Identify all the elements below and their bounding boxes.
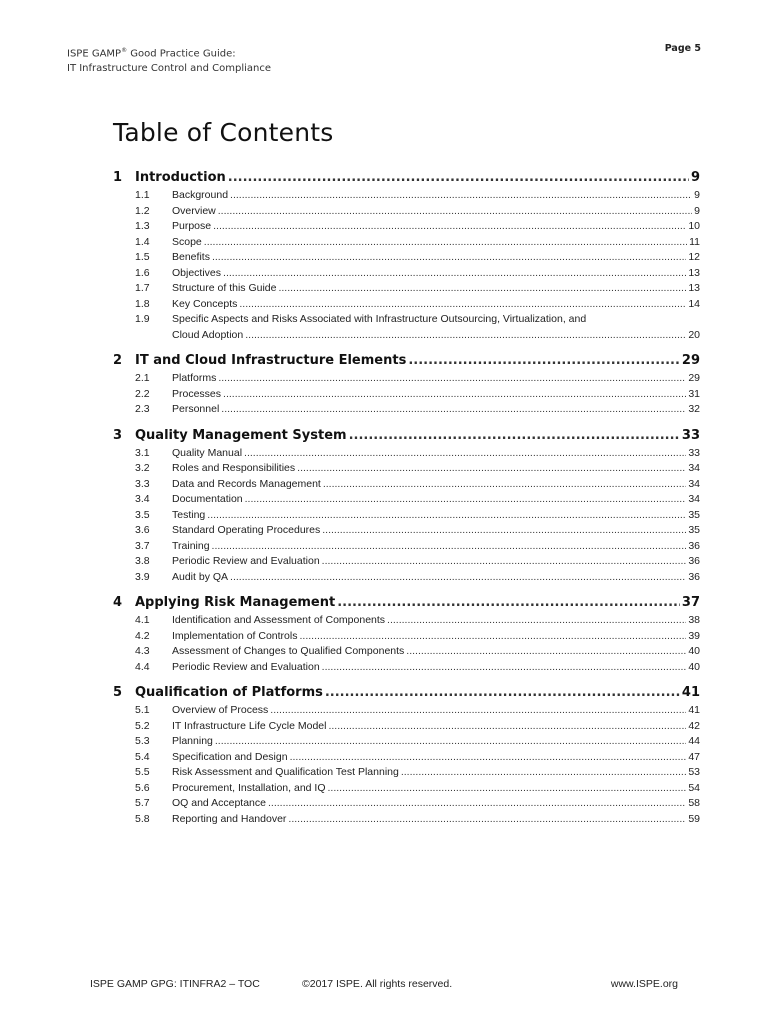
subsection-title: Training <box>172 539 210 552</box>
subsection-page: 11 <box>689 235 700 248</box>
dot-leader <box>228 170 689 185</box>
toc-subsection-entry[interactable] <box>113 478 700 494</box>
section-page: 29 <box>681 353 700 368</box>
toc-subsection-entry[interactable] <box>113 751 700 767</box>
subsection-page: 44 <box>688 735 700 747</box>
subsection-page: 54 <box>688 781 700 794</box>
subsection-page: 34 <box>688 462 700 474</box>
subsection-number: 3.6 <box>135 524 150 536</box>
toc-subsection-entry[interactable] <box>113 766 700 782</box>
dot-leader <box>230 189 692 201</box>
section-page: 9 <box>690 170 700 185</box>
section-title: Quality Management System <box>135 427 347 443</box>
subsection-title: Processes <box>172 387 222 400</box>
subsection-number: 1.4 <box>135 235 150 248</box>
subsection-number: 5.8 <box>135 812 150 825</box>
toc-subsection-entry[interactable] <box>113 509 700 525</box>
dot-leader <box>290 751 687 763</box>
subsection-page: 34 <box>688 493 700 505</box>
dot-leader <box>297 462 686 474</box>
subsection-title-continued: Cloud Adoption <box>172 328 244 341</box>
dot-leader <box>288 813 686 825</box>
subsection-page: 58 <box>688 797 700 809</box>
dot-leader <box>239 298 686 310</box>
toc-subsection-entry[interactable] <box>113 797 700 813</box>
subsection-title: Periodic Review and Evaluation <box>172 660 320 673</box>
toc-section <box>113 595 700 676</box>
guide-title-line1: ISPE GAMP® Good Practice Guide: <box>67 47 236 60</box>
toc-subsection-entry[interactable] <box>113 388 700 404</box>
toc-subsection-entry[interactable] <box>113 220 700 236</box>
dot-leader <box>215 735 686 747</box>
dot-leader <box>325 685 680 700</box>
subsection-title: Data and Records Management <box>172 477 321 490</box>
subsection-title: Risk Assessment and Qualification Test Planning <box>172 766 399 778</box>
section-number: 4 <box>113 595 123 610</box>
dot-leader <box>337 595 680 610</box>
section-title: Introduction <box>135 170 226 185</box>
subsection-number: 1.6 <box>135 266 150 279</box>
toc-section <box>113 685 700 828</box>
subsection-title: Implementation of Controls <box>172 629 298 642</box>
subsection-page: 9 <box>694 189 700 201</box>
dot-leader <box>223 388 686 400</box>
subsection-page: 53 <box>688 766 700 778</box>
subsection-page: 14 <box>688 297 700 310</box>
subsection-title: Identification and Assessment of Components <box>172 614 386 626</box>
toc-section-entry[interactable] <box>113 595 700 614</box>
dot-leader <box>406 645 686 657</box>
dot-leader <box>408 353 680 368</box>
dot-leader <box>270 704 686 716</box>
footer-doc-id: ISPE GAMP GPG: ITINFRA2 – TOC <box>90 978 260 990</box>
toc-subsection-entry[interactable] <box>113 555 700 571</box>
toc-subsection-entry[interactable] <box>113 704 700 720</box>
subsection-number: 3.1 <box>135 446 150 459</box>
subsection-number: 2.2 <box>135 387 150 400</box>
toc-section-entry[interactable] <box>113 685 700 704</box>
toc-subsection-entry[interactable] <box>113 447 700 463</box>
subsection-title: Procurement, Installation, and IQ <box>172 781 326 794</box>
toc-subsection-entry[interactable] <box>113 372 700 388</box>
toc-subsection-entry[interactable] <box>113 251 700 267</box>
subsection-title: Audit by QA <box>172 570 229 583</box>
toc-subsection-entry[interactable] <box>113 313 700 329</box>
subsection-number: 2.1 <box>135 372 150 384</box>
subsection-title: Background <box>172 189 229 201</box>
toc-subsection-entry[interactable] <box>113 403 700 419</box>
section-page: 37 <box>681 595 700 610</box>
toc-subsection-continuation[interactable] <box>113 329 700 345</box>
section-page: 41 <box>681 685 700 700</box>
subsection-number: 1.3 <box>135 220 150 232</box>
dot-leader <box>213 220 686 232</box>
subsection-number: 5.2 <box>135 719 150 732</box>
subsection-title: Structure of this Guide <box>172 282 277 294</box>
subsection-page: 59 <box>688 812 700 825</box>
subsection-page: 40 <box>688 660 700 673</box>
registered-mark: ® <box>121 47 128 54</box>
dot-leader <box>323 478 686 490</box>
subsection-number: 3.7 <box>135 539 150 552</box>
toc-section <box>113 353 700 419</box>
dot-leader <box>322 661 687 673</box>
subsection-number: 4.4 <box>135 660 150 673</box>
subsection-number: 3.4 <box>135 493 150 505</box>
dot-leader <box>278 282 686 294</box>
page-header <box>67 43 701 76</box>
subsection-title: Reporting and Handover <box>172 812 287 825</box>
subsection-number: 3.9 <box>135 570 150 583</box>
toc-subsection-entry[interactable] <box>113 813 700 829</box>
dot-leader <box>245 493 687 505</box>
subsection-page: 41 <box>688 704 700 716</box>
subsection-page: 47 <box>688 750 700 763</box>
subsection-page: 38 <box>688 614 700 626</box>
toc-subsection-entry[interactable] <box>113 282 700 298</box>
subsection-title: Standard Operating Procedures <box>172 524 321 536</box>
subsection-page: 36 <box>688 539 700 552</box>
toc-subsection-entry[interactable] <box>113 645 700 661</box>
section-title: Applying Risk Management <box>135 595 336 610</box>
subsection-number: 1.2 <box>135 204 150 217</box>
dot-leader <box>328 782 687 794</box>
toc-subsection-entry[interactable] <box>113 735 700 751</box>
dot-leader <box>245 329 686 341</box>
subsection-number: 3.3 <box>135 477 150 490</box>
toc-subsection-entry[interactable] <box>113 462 700 478</box>
subsection-page: 31 <box>688 387 700 400</box>
page-title: Table of Contents <box>113 118 334 147</box>
section-number: 5 <box>113 685 123 700</box>
toc-subsection-entry[interactable] <box>113 782 700 798</box>
dot-leader <box>244 447 686 459</box>
subsection-title: Roles and Responsibilities <box>172 462 296 474</box>
subsection-page: 12 <box>688 251 700 263</box>
subsection-title: Quality Manual <box>172 446 243 459</box>
subsection-number: 5.6 <box>135 781 150 794</box>
dot-leader <box>212 251 686 263</box>
subsection-title: IT Infrastructure Life Cycle Model <box>172 719 327 732</box>
subsection-page: 42 <box>688 719 700 732</box>
subsection-number: 1.5 <box>135 251 150 263</box>
section-page: 33 <box>681 427 700 443</box>
section-number: 1 <box>113 170 123 185</box>
subsection-page: 36 <box>688 555 700 567</box>
dot-leader <box>207 509 686 521</box>
subsection-page: 13 <box>688 282 700 294</box>
toc-subsection-entry[interactable] <box>113 720 700 736</box>
subsection-number: 5.5 <box>135 766 150 778</box>
subsection-number: 4.1 <box>135 614 150 626</box>
subsection-page: 36 <box>688 570 700 583</box>
subsection-number: 5.7 <box>135 797 150 809</box>
toc-section-entry[interactable] <box>113 353 700 372</box>
subsection-page: 13 <box>688 266 700 279</box>
subsection-number: 1.1 <box>135 189 150 201</box>
dot-leader <box>322 524 686 536</box>
toc-subsection-entry[interactable] <box>113 267 700 283</box>
subsection-title: Scope <box>172 235 202 248</box>
toc-subsection-entry[interactable] <box>113 189 700 205</box>
subsection-number: 5.3 <box>135 735 150 747</box>
table-of-contents <box>113 170 700 837</box>
footer-copyright: ©2017 ISPE. All rights reserved. <box>302 978 453 990</box>
toc-subsection-entry[interactable] <box>113 236 700 252</box>
toc-subsection-entry[interactable] <box>113 205 700 221</box>
subsection-title: Benefits <box>172 251 210 263</box>
subsection-number: 3.8 <box>135 555 150 567</box>
section-number: 2 <box>113 353 123 368</box>
dot-leader <box>218 205 692 217</box>
dot-leader <box>401 766 686 778</box>
toc-section <box>113 428 700 587</box>
toc-subsection-entry[interactable] <box>113 630 700 646</box>
dot-leader <box>221 403 686 415</box>
subsection-number: 3.5 <box>135 508 150 521</box>
dot-leader <box>223 267 686 279</box>
subsection-title: Documentation <box>172 493 243 505</box>
guide-title-line2: IT Infrastructure Control and Compliance <box>67 63 272 75</box>
toc-section-entry[interactable] <box>113 428 700 447</box>
subsection-title: Purpose <box>172 220 212 232</box>
subsection-title: Assessment of Changes to Qualified Components <box>172 645 405 657</box>
subsection-page: 40 <box>688 645 700 657</box>
dot-leader <box>212 540 687 552</box>
subsection-title: OQ and Acceptance <box>172 797 266 809</box>
dot-leader <box>230 571 686 583</box>
dot-leader <box>328 720 686 732</box>
dot-leader <box>322 555 687 567</box>
toc-subsection-entry[interactable] <box>113 571 700 587</box>
toc-subsection-entry[interactable] <box>113 298 700 314</box>
dot-leader <box>218 372 686 384</box>
subsection-page: 29 <box>688 372 700 384</box>
subsection-title: Objectives <box>172 266 222 279</box>
toc-subsection-entry[interactable] <box>113 493 700 509</box>
section-number: 3 <box>113 427 123 443</box>
subsection-title: Planning <box>172 735 213 747</box>
footer-website-link[interactable]: www.ISPE.org <box>610 978 678 990</box>
page-number: Page 5 <box>664 43 701 54</box>
subsection-title: Periodic Review and Evaluation <box>172 555 320 567</box>
toc-subsection-entry[interactable] <box>113 540 700 556</box>
subsection-number: 3.2 <box>135 462 150 474</box>
subsection-page: 20 <box>688 328 700 341</box>
subsection-title: Overview <box>172 204 216 217</box>
subsection-number: 1.7 <box>135 282 150 294</box>
subsection-page: 10 <box>688 220 700 232</box>
dot-leader <box>349 428 680 443</box>
subsection-number: 5.4 <box>135 750 150 763</box>
guide-title <box>67 43 701 76</box>
subsection-page: 33 <box>688 446 700 459</box>
section-title: IT and Cloud Infrastructure Elements <box>135 353 407 368</box>
subsection-page: 32 <box>688 403 700 415</box>
subsection-title: Overview of Process <box>172 704 269 716</box>
subsection-number: 1.9 <box>135 313 150 325</box>
subsection-title: Personnel <box>172 403 220 415</box>
subsection-number: 4.2 <box>135 629 150 642</box>
toc-subsection-entry[interactable] <box>113 614 700 630</box>
subsection-page: 39 <box>688 629 700 642</box>
toc-section <box>113 170 700 344</box>
subsection-page: 35 <box>688 524 700 536</box>
subsection-number: 2.3 <box>135 403 150 415</box>
dot-leader <box>299 630 686 642</box>
toc-section-entry[interactable] <box>113 170 700 189</box>
subsection-page: 9 <box>694 204 700 217</box>
subsection-number: 4.3 <box>135 645 150 657</box>
dot-leader <box>268 797 686 809</box>
toc-subsection-entry[interactable] <box>113 524 700 540</box>
subsection-title: Platforms <box>172 372 217 384</box>
subsection-title: Testing <box>172 508 206 521</box>
subsection-number: 1.8 <box>135 297 150 310</box>
dot-leader <box>204 236 687 248</box>
subsection-page: 35 <box>688 508 700 521</box>
subsection-title: Specification and Design <box>172 750 288 763</box>
subsection-title: Specific Aspects and Risks Associated with Infrastructure Outsourcing, Virtualization, and <box>172 313 587 325</box>
dot-leader <box>387 614 686 626</box>
toc-subsection-entry[interactable] <box>113 661 700 677</box>
subsection-number: 5.1 <box>135 704 150 716</box>
subsection-page: 34 <box>688 477 700 490</box>
subsection-title: Key Concepts <box>172 297 238 310</box>
section-title: Qualification of Platforms <box>135 685 323 700</box>
